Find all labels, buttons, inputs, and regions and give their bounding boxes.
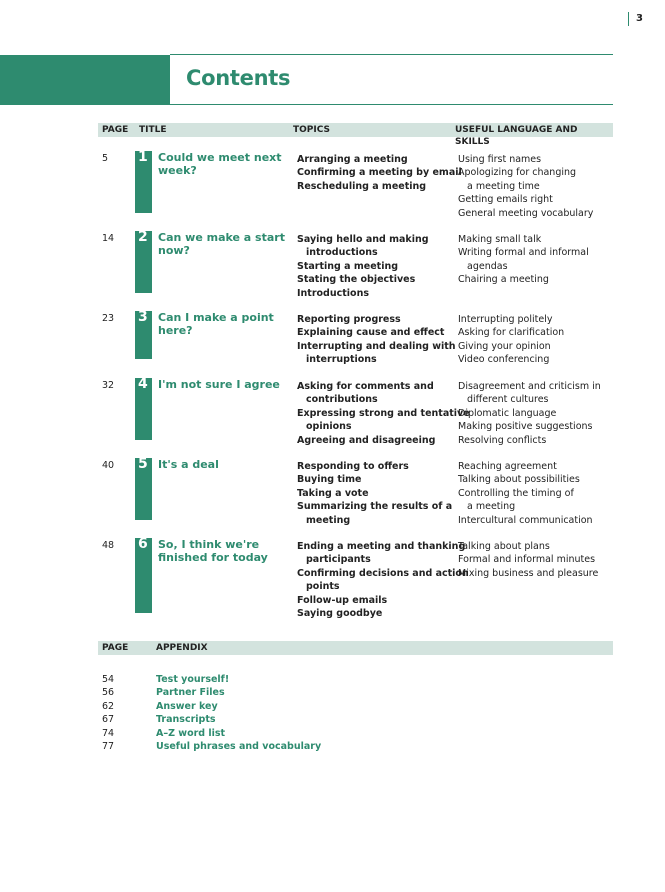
unit-topics bbox=[297, 380, 470, 447]
appendix-page: 77 bbox=[102, 740, 115, 752]
topic-item: Buying time bbox=[297, 474, 362, 486]
topic-item: Follow-up emails bbox=[297, 594, 388, 606]
appendix-page-header: PAGE bbox=[102, 643, 129, 653]
col-topics-header: TOPICS bbox=[293, 125, 330, 135]
language-item: Asking for clarification bbox=[458, 327, 565, 339]
unit-page: 48 bbox=[102, 540, 115, 551]
language-item: a meeting bbox=[467, 501, 516, 513]
language-item: Controlling the timing of bbox=[458, 487, 574, 499]
topic-item: Asking for comments and bbox=[297, 381, 434, 392]
appendix-name: A–Z word list bbox=[156, 727, 226, 739]
appendix-name: Answer key bbox=[156, 700, 218, 712]
language-item: Video conferencing bbox=[458, 354, 550, 366]
topic-item: interruptions bbox=[306, 354, 377, 366]
language-item: different cultures bbox=[467, 394, 549, 406]
unit-language bbox=[458, 313, 618, 367]
unit-title: Could we meet next week? bbox=[158, 151, 282, 178]
unit-title: I'm not sure I agree bbox=[158, 378, 280, 391]
unit-page: 5 bbox=[102, 153, 109, 164]
unit-topics bbox=[297, 540, 469, 620]
language-item: Resolving conflicts bbox=[458, 434, 547, 446]
topic-item: Starting a meeting bbox=[297, 260, 399, 272]
col-language-header: USEFUL LANGUAGE AND SKILLS bbox=[455, 125, 578, 147]
header-rule-top bbox=[170, 54, 613, 55]
topic-item: opinions bbox=[306, 421, 352, 433]
language-item: a meeting time bbox=[467, 180, 540, 192]
appendix-name: Test yourself! bbox=[156, 674, 230, 685]
unit-language bbox=[458, 460, 618, 527]
language-item: General meeting vocabulary bbox=[458, 207, 594, 219]
unit-page: 14 bbox=[102, 233, 115, 244]
topic-item: Arranging a meeting bbox=[297, 154, 408, 165]
language-item: Mixing business and pleasure bbox=[458, 567, 599, 579]
page-number: 3 bbox=[628, 12, 643, 26]
col-title-header: TITLE bbox=[139, 125, 167, 135]
language-item: Writing formal and informal bbox=[458, 247, 589, 259]
unit-topics bbox=[297, 233, 455, 300]
appendix-name: Useful phrases and vocabulary bbox=[156, 740, 322, 752]
language-item: Making small talk bbox=[458, 234, 542, 245]
language-item: Disagreement and criticism in bbox=[458, 381, 601, 392]
appendix-name: Partner Files bbox=[156, 687, 225, 699]
language-item: Chairing a meeting bbox=[458, 274, 549, 286]
unit-number: 3 bbox=[138, 309, 148, 325]
unit-language bbox=[458, 153, 618, 220]
unit-title: Can we make a start now? bbox=[158, 231, 285, 258]
topic-item: Confirming decisions and action bbox=[297, 567, 469, 579]
language-item: Using first names bbox=[458, 154, 542, 165]
topic-item: Reporting progress bbox=[297, 314, 401, 325]
unit-title: So, I think we're finished for today bbox=[158, 538, 268, 565]
language-item: Talking about possibilities bbox=[458, 474, 580, 486]
topic-item: participants bbox=[306, 554, 371, 566]
topic-item: Taking a vote bbox=[297, 487, 369, 499]
unit-language bbox=[458, 233, 618, 287]
unit-page: 23 bbox=[102, 313, 115, 324]
unit-number: 1 bbox=[138, 149, 148, 165]
topic-item: Agreeing and disagreeing bbox=[297, 434, 436, 446]
appendix-title-header: APPENDIX bbox=[156, 643, 208, 653]
language-item: Diplomatic language bbox=[458, 407, 557, 419]
unit-language bbox=[458, 380, 618, 447]
appendix-name: Transcripts bbox=[156, 714, 216, 726]
language-item: Making positive suggestions bbox=[458, 421, 593, 433]
topic-item: points bbox=[306, 581, 340, 593]
appendix-page: 74 bbox=[102, 727, 115, 739]
appendix-header-bar bbox=[98, 641, 613, 655]
topic-item: Saying goodbye bbox=[297, 608, 383, 620]
unit-page: 32 bbox=[102, 380, 115, 391]
topic-item: Stating the objectives bbox=[297, 274, 416, 286]
unit-number: 2 bbox=[138, 229, 148, 245]
unit-title: It's a deal bbox=[158, 458, 219, 471]
col-page-header: PAGE bbox=[102, 125, 129, 135]
language-item: Reaching agreement bbox=[458, 461, 557, 472]
topic-item: contributions bbox=[306, 394, 378, 406]
topic-item: Confirming a meeting by email bbox=[297, 167, 462, 179]
unit-topics bbox=[297, 153, 462, 193]
unit-language bbox=[458, 540, 618, 580]
topic-item: Interrupting and dealing with bbox=[297, 340, 456, 352]
topic-item: introductions bbox=[306, 247, 378, 259]
appendix-page: 62 bbox=[102, 700, 115, 712]
topic-item: Saying hello and making bbox=[297, 234, 429, 245]
unit-page: 40 bbox=[102, 460, 115, 471]
unit-topics bbox=[297, 460, 455, 527]
header-color-block bbox=[0, 55, 170, 105]
appendix-page: 67 bbox=[102, 714, 115, 726]
unit-number: 6 bbox=[138, 536, 148, 552]
unit-number: 4 bbox=[138, 376, 148, 392]
language-item: Talking about plans bbox=[458, 541, 550, 552]
page-title: Contents bbox=[186, 66, 291, 90]
language-item: Formal and informal minutes bbox=[458, 554, 596, 566]
unit-number: 5 bbox=[138, 456, 148, 472]
table-header-bar bbox=[98, 123, 613, 147]
topic-item: Responding to offers bbox=[297, 461, 409, 472]
topic-item: Rescheduling a meeting bbox=[297, 180, 427, 192]
topic-item: Explaining cause and effect bbox=[297, 327, 445, 339]
topic-item: Expressing strong and tentative bbox=[297, 407, 470, 419]
language-item: agendas bbox=[467, 260, 508, 272]
language-item: Apologizing for changing bbox=[458, 167, 577, 179]
language-item: Intercultural communication bbox=[458, 514, 593, 526]
language-item: Getting emails right bbox=[458, 194, 553, 206]
header-rule-bottom bbox=[170, 104, 613, 105]
topic-item: Ending a meeting and thanking bbox=[297, 541, 466, 552]
unit-topics bbox=[297, 313, 455, 367]
topic-item: Introductions bbox=[297, 287, 369, 299]
topic-item: Summarizing the results of a bbox=[297, 501, 453, 513]
topic-item: meeting bbox=[306, 514, 351, 526]
language-item: Giving your opinion bbox=[458, 340, 551, 352]
unit-title: Can I make a point here? bbox=[158, 311, 274, 338]
appendix-page: 54 bbox=[102, 674, 115, 685]
appendix-page: 56 bbox=[102, 687, 115, 699]
language-item: Interrupting politely bbox=[458, 314, 553, 325]
